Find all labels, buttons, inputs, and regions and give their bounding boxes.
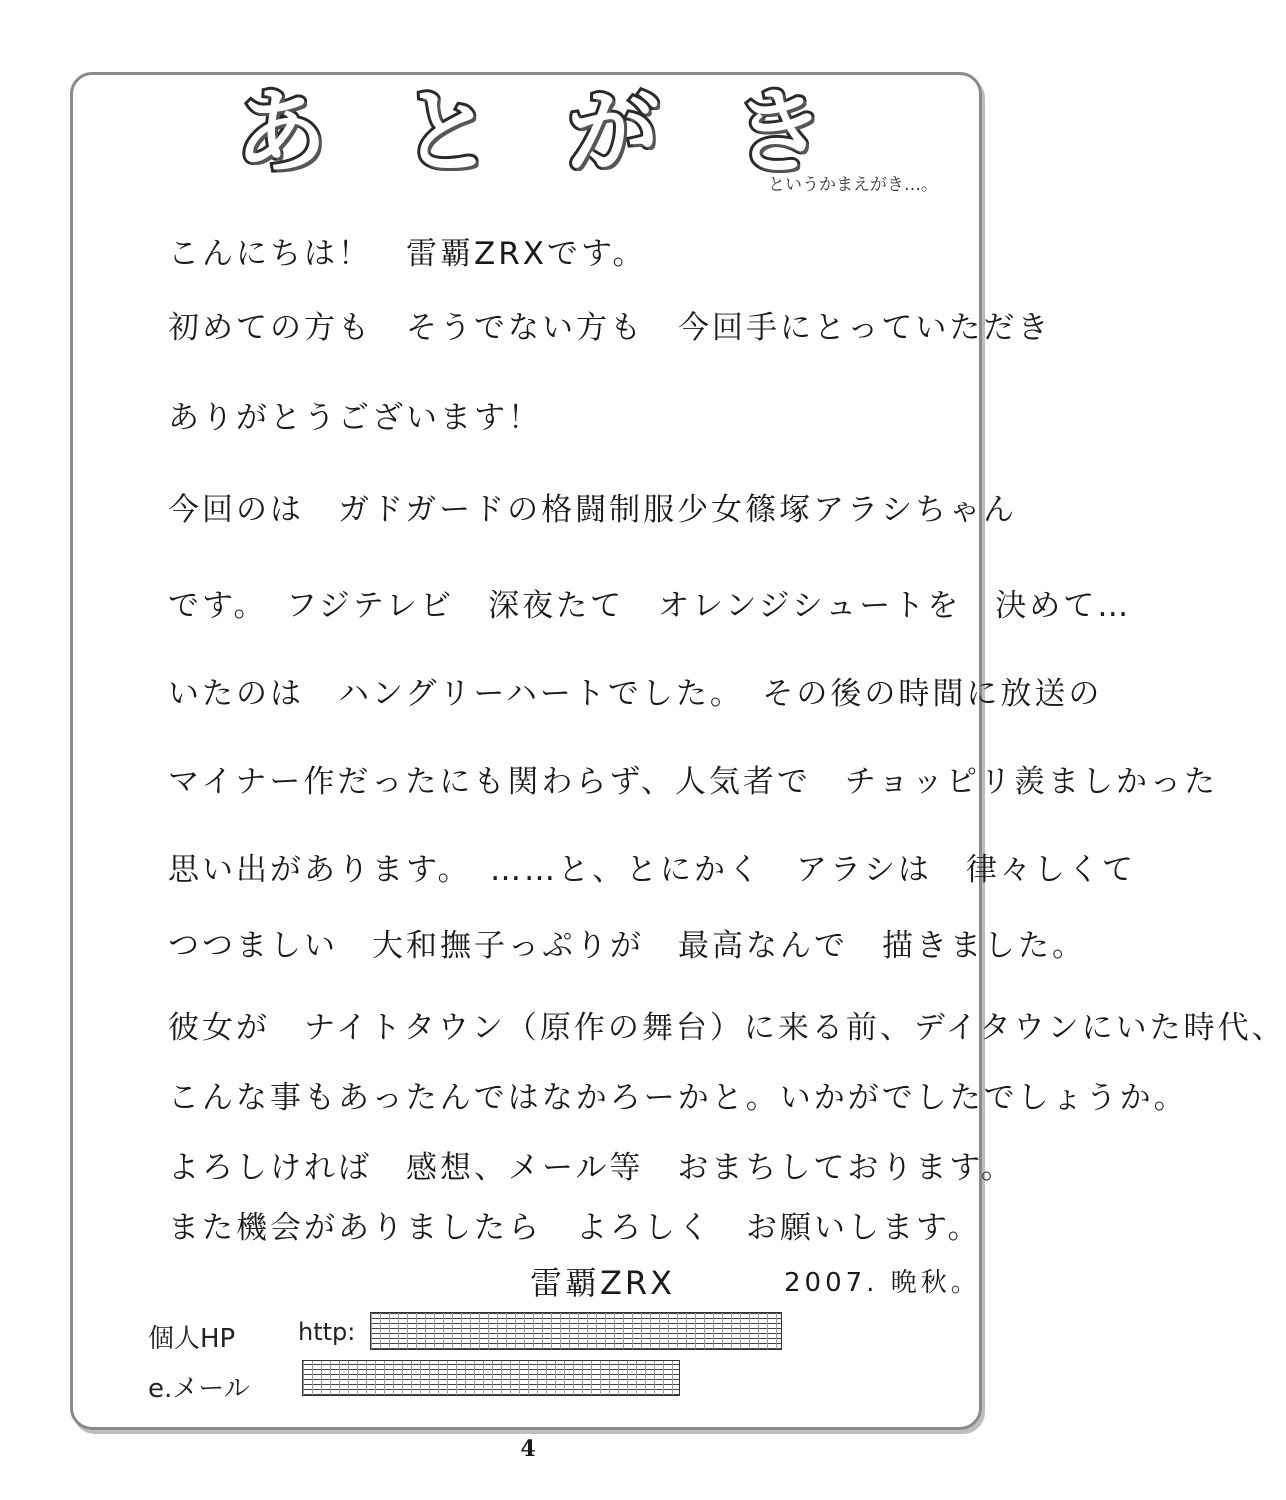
email-box bbox=[302, 1360, 680, 1396]
body-line: 今回のは ガドガードの格闘制服少女篠塚アラシちゃん bbox=[168, 492, 1018, 528]
body-line: また機会がありましたら よろしく お願いします。 bbox=[168, 1210, 982, 1246]
body-line: こんにちは！ 雷覇ZRXです。 bbox=[168, 236, 647, 272]
body-line: つつましい 大和撫子っぷりが 最高なんで 描きました。 bbox=[168, 928, 1086, 964]
author-signature: 雷覇ZRX bbox=[530, 1264, 676, 1302]
hp-url-box bbox=[370, 1312, 782, 1350]
title-char: が bbox=[566, 79, 659, 186]
page-number: 4 bbox=[520, 1436, 536, 1462]
date: 2007. 晩秋。 bbox=[784, 1268, 981, 1298]
body-line: マイナー作だったにも関わらず、人気者で チョッピリ羨ましかった bbox=[168, 764, 1218, 800]
body-line: こんな事もあったんではなかろーかと。いかがでしたでしょうか。 bbox=[168, 1080, 1188, 1116]
email-label: e.メール bbox=[148, 1374, 250, 1404]
hp-prefix: http: bbox=[298, 1318, 356, 1346]
personal-hp-label: 個人HP bbox=[148, 1324, 236, 1354]
body-line: ありがとうございます！ bbox=[168, 400, 542, 436]
subtitle: というかまえがき…。 bbox=[768, 175, 938, 195]
body-line: です。 フジテレビ 深夜たて オレンジシュートを 決めて… bbox=[168, 588, 1132, 624]
body-line: 彼女が ナイトタウン（原作の舞台）に来る前、デイタウンにいた時代、 bbox=[168, 1010, 1286, 1046]
body-line: よろしければ 感想、メール等 おまちしております。 bbox=[168, 1150, 1015, 1186]
body-line: 思い出があります。 ……と、とにかく アラシは 律々しくて bbox=[168, 852, 1137, 888]
body-line: 初めての方も そうでない方も 今回手にとっていただき bbox=[168, 310, 1052, 346]
title-char: と bbox=[400, 79, 493, 186]
title-char: あ bbox=[235, 79, 328, 186]
page-title bbox=[235, 79, 825, 186]
body-line: いたのは ハングリーハートでした。 その後の時間に放送の bbox=[168, 676, 1103, 712]
title-char: き bbox=[732, 79, 825, 186]
